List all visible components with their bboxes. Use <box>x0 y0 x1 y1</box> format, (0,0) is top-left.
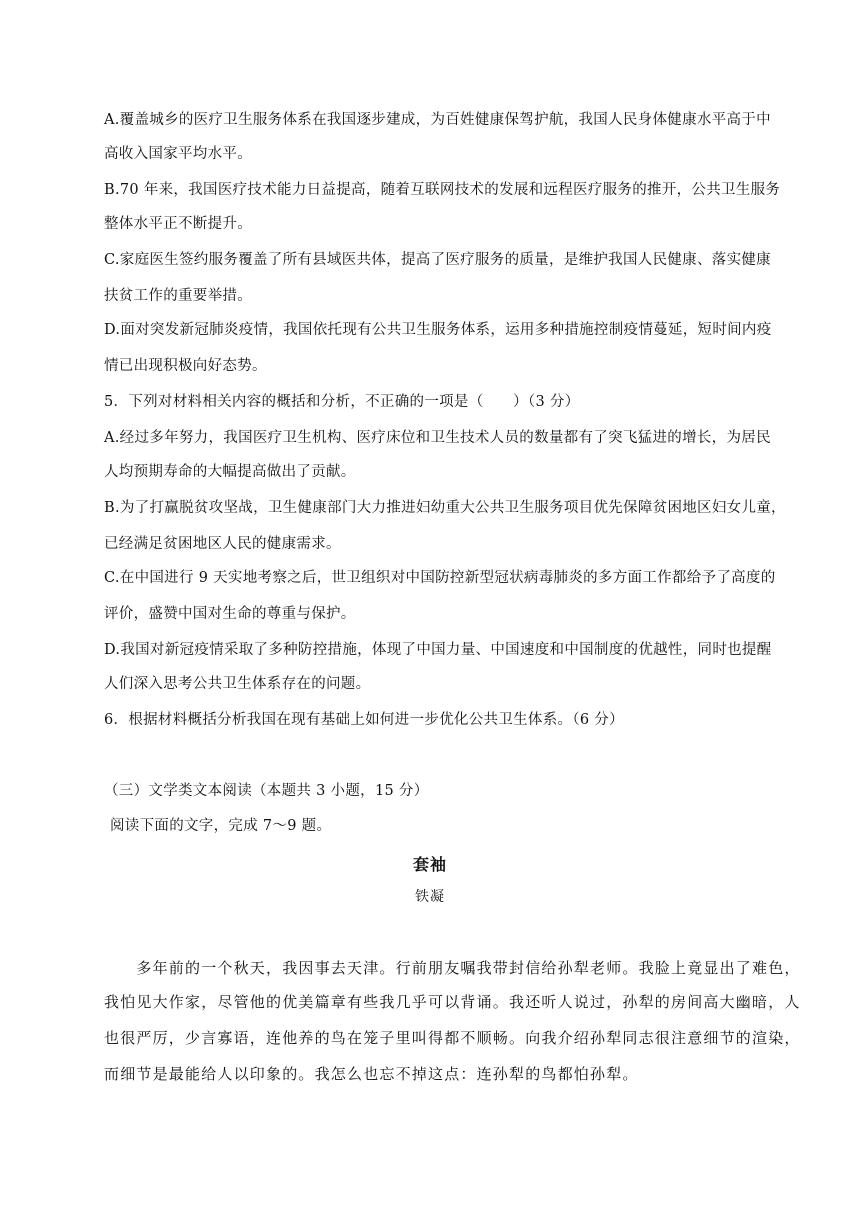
q5-option-a-line1: A.经过多年努力，我国医疗卫生机构、医疗床位和卫生技术人员的数量都有了突飞猛进的增长，为居民 <box>104 430 771 446</box>
q6-stem: 6．根据材料概括分析我国在现有基础上如何进一步优化公共卫生体系。（6 分） <box>104 712 624 728</box>
story-author: 铁凝 <box>415 889 445 905</box>
section-instruction: 阅读下面的文字，完成 7～9 题。 <box>110 818 332 834</box>
q4-option-c-line2: 扶贫工作的重要举措。 <box>104 288 252 304</box>
q5-option-c-line2: 评价，盛赞中国对生命的尊重与保护。 <box>104 606 356 622</box>
story-paragraph-line1: 多年前的一个秋天，我因事去天津。行前朋友嘱我带封信给孙犁老师。我脸上竟显出了难色， <box>104 959 801 977</box>
q4-option-b-line2: 整体水平正不断提升。 <box>104 216 252 232</box>
q5-option-d-line1: D.我国对新冠疫情采取了多种防控措施，体现了中国力量、中国速度和中国制度的优越性，同时也提醒 <box>104 642 772 658</box>
story-title: 套袖 <box>412 855 447 874</box>
q4-option-b-line1: B.70 年来，我国医疗技术能力日益提高，随着互联网技术的发展和远程医疗服务的推开，公共卫生服务 <box>104 182 781 198</box>
q4-option-d-line1: D.面对突发新冠肺炎疫情，我国依托现有公共卫生服务体系，运用多种措施控制疫情蔓延，短时间内疫 <box>104 322 772 338</box>
story-paragraph-line2: 我怕见大作家，尽管他的优美篇章有些我几乎可以背诵。我还听人说过，孙犁的房间高大幽暗，人 <box>104 993 801 1011</box>
story-paragraph-line4: 而细节是最能给人以印象的。我怎么也忘不掉这点：连孙犁的鸟都怕孙犁。 <box>104 1065 639 1083</box>
q5-stem: 5．下列对材料相关内容的概括和分析，不正确的一项是（ ）（3 分） <box>104 394 580 410</box>
q4-option-a-line2: 高收入国家平均水平。 <box>104 146 252 162</box>
q4-option-c-line1: C.家庭医生签约服务覆盖了所有县域医共体，提高了医疗服务的质量，是维护我国人民健康、落实健康 <box>104 252 771 268</box>
q5-option-a-line2: 人均预期寿命的大幅提高做出了贡献。 <box>104 464 356 480</box>
q5-option-d-line2: 人们深入思考公共卫生体系存在的问题。 <box>104 676 371 692</box>
q4-option-d-line2: 情已出现积极向好态势。 <box>104 358 267 374</box>
q5-option-b-line1: B.为了打赢脱贫攻坚战，卫生健康部门大力推进妇幼重大公共卫生服务项目优先保障贫困地区妇女儿童， <box>104 500 786 516</box>
section-heading: （三）文学类文本阅读（本题共 3 小题，15 分） <box>104 783 429 799</box>
q5-option-b-line2: 已经满足贫困地区人民的健康需求。 <box>104 536 341 552</box>
story-paragraph-line3: 也很严厉，少言寡语，连他养的鸟在笼子里叫得都不顺畅。向我介绍孙犁同志很注意细节的渲染， <box>104 1029 801 1047</box>
q4-option-a-line1: A.覆盖城乡的医疗卫生服务体系在我国逐步建成，为百姓健康保驾护航，我国人民身体健康水平高于中 <box>104 112 771 128</box>
q5-option-c-line1: C.在中国进行 9 天实地考察之后，世卫组织对中国防控新型冠状病毒肺炎的多方面工作都给予了高度的 <box>104 570 776 586</box>
